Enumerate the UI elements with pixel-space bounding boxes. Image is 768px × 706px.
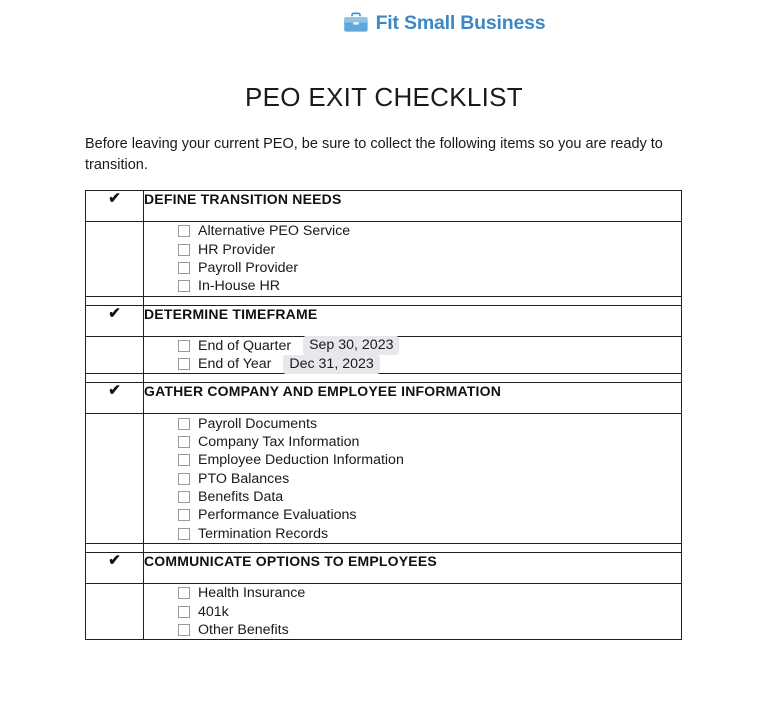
intro-paragraph: Before leaving your current PEO, be sure to collect the following items so you are ready to transition. [85, 136, 663, 173]
section-check-mark[interactable]: ✔ [86, 553, 144, 584]
unchecked-checkbox-icon[interactable] [178, 244, 190, 256]
checklist-item[interactable] [144, 451, 681, 469]
section-check-mark[interactable]: ✔ [86, 383, 144, 414]
checklist-item-label: Health Insurance [198, 585, 306, 602]
brand-logo[interactable] [343, 12, 546, 35]
checklist-item-label: 401k [198, 603, 229, 620]
section-check-spacer [86, 222, 144, 297]
unchecked-checkbox-icon[interactable] [178, 454, 190, 466]
section-items-row [86, 336, 682, 374]
checklist-item[interactable] [144, 414, 681, 432]
section-check-spacer [86, 336, 144, 374]
section-gap-right [144, 296, 682, 305]
peo-exit-checklist-table [85, 190, 682, 640]
unchecked-checkbox-icon[interactable] [178, 418, 190, 430]
checklist-item-label: PTO Balances [198, 470, 290, 487]
checklist-item-label: Termination Records [198, 525, 329, 542]
checklist-items [144, 222, 682, 297]
checklist-item-date-value[interactable]: Dec 31, 2023 [283, 355, 379, 374]
section-header-row [86, 191, 682, 222]
unchecked-checkbox-icon[interactable] [178, 340, 190, 352]
checklist-item[interactable] [144, 584, 681, 602]
checklist-item-label: Payroll Documents [198, 415, 318, 432]
section-header-row [86, 305, 682, 336]
checklist-item-label: HR Provider [198, 241, 276, 258]
checklist-item[interactable] [144, 337, 681, 355]
section-items-row [86, 222, 682, 297]
section-gap-right [144, 544, 682, 553]
checklist-item[interactable] [144, 222, 681, 240]
unchecked-checkbox-icon[interactable] [178, 528, 190, 540]
section-title: GATHER COMPANY AND EMPLOYEE INFORMATION [144, 383, 682, 414]
checklist-item-label: In-House HR [198, 278, 281, 295]
section-title: COMMUNICATE OPTIONS TO EMPLOYEES [144, 553, 682, 584]
checklist-item-label: End of Year [198, 356, 272, 373]
checklist-item[interactable] [144, 240, 681, 258]
briefcase-icon [343, 12, 369, 34]
unchecked-checkbox-icon[interactable] [178, 262, 190, 274]
checklist-item-label: Payroll Provider [198, 259, 299, 276]
checklist-items [144, 414, 682, 544]
checklist-item-label: Company Tax Information [198, 433, 360, 450]
checklist-item-label: Benefits Data [198, 489, 284, 506]
checklist-item[interactable] [144, 470, 681, 488]
unchecked-checkbox-icon[interactable] [178, 587, 190, 599]
checklist-items [144, 336, 682, 374]
page-title: PEO EXIT CHECKLIST [245, 82, 523, 112]
unchecked-checkbox-icon[interactable] [178, 473, 190, 485]
section-title: DEFINE TRANSITION NEEDS [144, 191, 682, 222]
checklist-items [144, 584, 682, 640]
checklist-item[interactable] [144, 602, 681, 620]
unchecked-checkbox-icon[interactable] [178, 606, 190, 618]
section-items-row [86, 584, 682, 640]
section-header-row [86, 383, 682, 414]
checklist-item[interactable] [144, 259, 681, 277]
unchecked-checkbox-icon[interactable] [178, 358, 190, 370]
checklist-item[interactable] [144, 277, 681, 295]
checklist-item-label: Other Benefits [198, 622, 289, 639]
unchecked-checkbox-icon[interactable] [178, 624, 190, 636]
brand-header [0, 0, 768, 46]
section-title: DETERMINE TIMEFRAME [144, 305, 682, 336]
section-check-mark[interactable]: ✔ [86, 191, 144, 222]
checklist-item-label: Employee Deduction Information [198, 452, 404, 469]
checklist-item[interactable] [144, 525, 681, 543]
checklist-item[interactable] [144, 488, 681, 506]
section-gap-right [144, 374, 682, 383]
checklist-item-label: Alternative PEO Service [198, 223, 351, 240]
checklist-item[interactable] [144, 621, 681, 639]
checklist-item[interactable] [144, 433, 681, 451]
section-check-spacer [86, 584, 144, 640]
unchecked-checkbox-icon[interactable] [178, 280, 190, 292]
checklist-item[interactable] [144, 355, 681, 373]
section-header-row [86, 553, 682, 584]
unchecked-checkbox-icon[interactable] [178, 436, 190, 448]
section-gap-left [86, 296, 144, 305]
section-gap-row [86, 374, 682, 383]
brand-name: Fit Small Business [375, 11, 546, 34]
unchecked-checkbox-icon[interactable] [178, 491, 190, 503]
checklist-item[interactable] [144, 506, 681, 524]
unchecked-checkbox-icon[interactable] [178, 509, 190, 521]
section-check-mark[interactable]: ✔ [86, 305, 144, 336]
section-check-spacer [86, 414, 144, 544]
section-items-row [86, 414, 682, 544]
checklist-item-date-value[interactable]: Sep 30, 2023 [303, 336, 399, 355]
unchecked-checkbox-icon[interactable] [178, 225, 190, 237]
checklist-item-label: Performance Evaluations [198, 507, 357, 524]
checklist-item-label: End of Quarter [198, 337, 292, 354]
section-gap-row [86, 296, 682, 305]
section-gap-row [86, 544, 682, 553]
